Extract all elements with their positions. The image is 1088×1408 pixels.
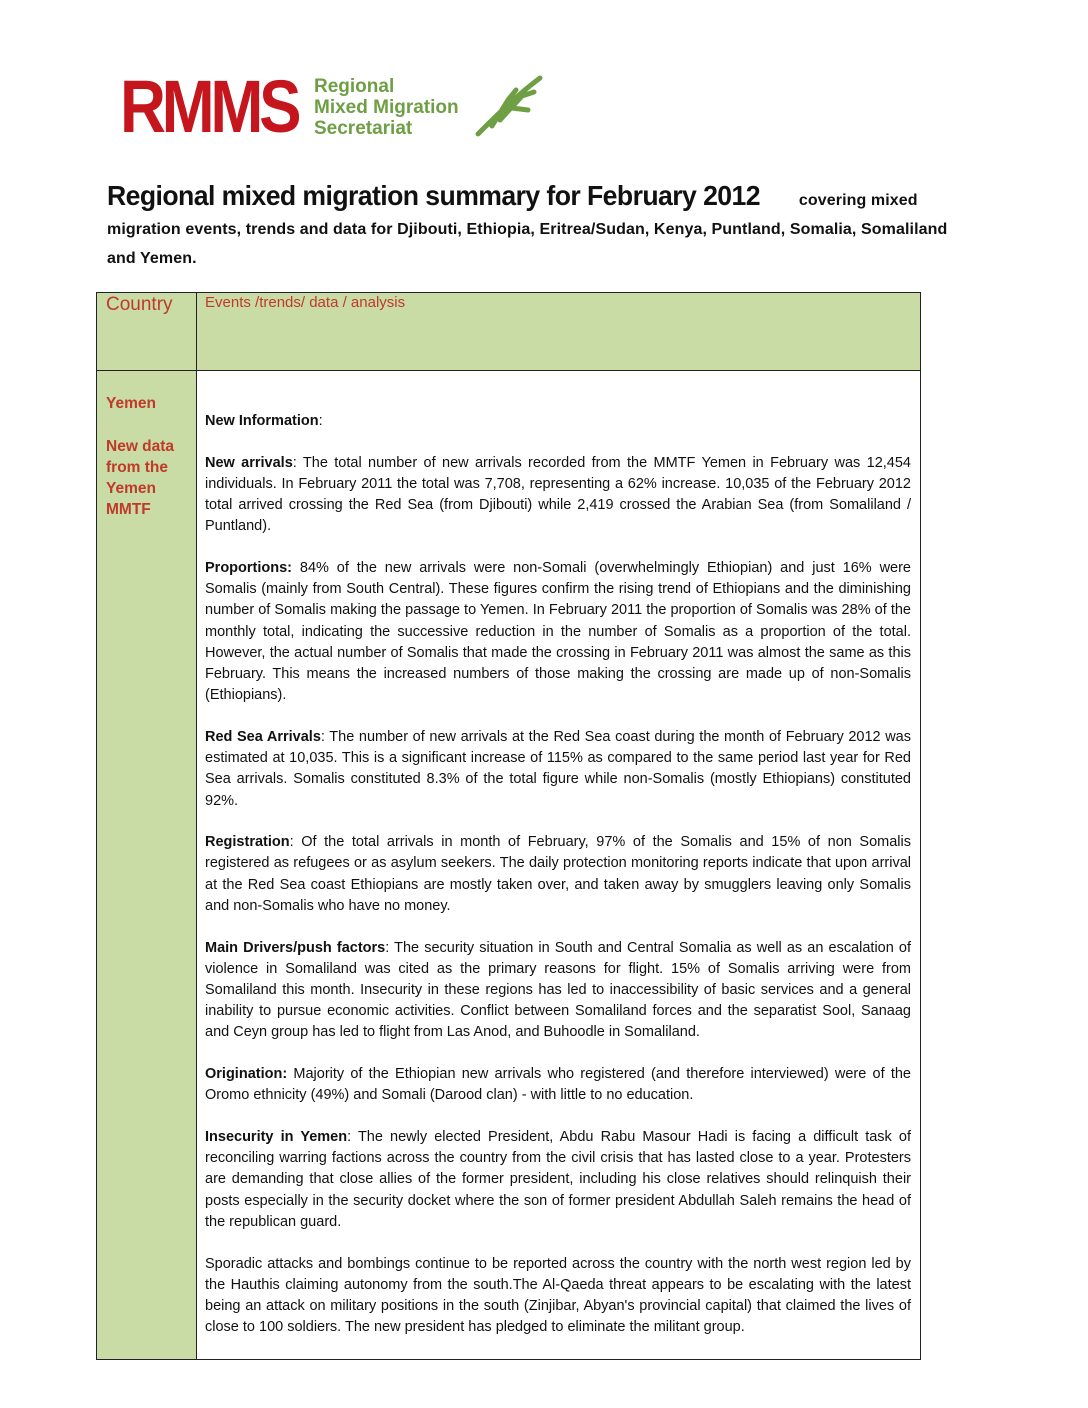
table-row-yemen <box>97 371 921 1360</box>
side-note-line: Yemen <box>106 480 156 497</box>
country-cell <box>97 371 197 1360</box>
paragraph-origination: Origination: Majority of the Ethiopian new arrivals who registered (and therefore interviewed) were of the Oromo ethnicity (49%) and Somali (Darood clan) - with little to no education. <box>205 1066 911 1104</box>
table-header-row <box>97 293 921 371</box>
country-name: Yemen <box>106 395 156 412</box>
header-country: Country <box>97 293 197 371</box>
intro-paragraph: New Information: <box>205 413 323 429</box>
paragraph-main-drivers: Main Drivers/push factors: The security situation in South and Central Somalia as well as an escalation of violence in Somaliland was cited as the primary reasons for flight. 15% of Somalis arriving were from Somaliland this month. Insecurity in these regions has led to inaccessibility of basic services and a general inability to pursue economic activities. Conflict between Somaliland forces and the separatist Sool, Sanaag and Ceyn group has led to flight from Las Anod, and Buhoodle in Somaliland. <box>205 939 911 1041</box>
side-note-line: New data <box>106 438 175 455</box>
intro-label: New Information <box>205 413 319 429</box>
title-sub: migration events, trends and data for Djibouti, Ethiopia, Eritrea/Sudan, Kenya, Puntland, Somalia, Somaliland and Yemen. <box>107 221 948 267</box>
paragraph-sporadic-attacks: Sporadic attacks and bombings continue to be reported across the country with the north west region led by the Hauthis claiming autonomy from the south.The Al-Qaeda threat appears to be escalating with the latest being an attack on military positions in the south (Zinjibar, Abyan's provincial capital) that claimed the lives of close to 100 soldiers. The new president has pledged to eliminate the militant group. <box>205 1255 911 1336</box>
logo-word-1: Regional <box>314 75 395 97</box>
paragraph-insecurity-yemen: Insecurity in Yemen: The newly elected President, Abdu Rabu Masour Hadi is facing a difficult task of reconciling warring factions across the country from the civil crisis that has lasted close to a year. Protesters are demanding that close allies of the former president, including his close relatives should relinquish their posts especially in the security docket where the son of former president Abdullah Saleh remains the head of the republican guard. <box>205 1128 911 1230</box>
paragraph-proportions: Proportions: 84% of the new arrivals were non-Somali (overwhelmingly Ethiopian) and just 16% were Somalis (mainly from South Central). These figures confirm the rising trend of Ethiopians and the diminishing number of Somalis making the passage to Yemen. In February 2011 the proportion of Somalis was 28% of the monthly total, indicating the successive reduction in the number of Somalis as a proportion of the total. However, the actual number of Somalis that made the crossing in February 2011 was almost the same as this February. This means the increased numbers of those making the crossing are made up of non-Somalis (Ethiopians). <box>205 560 911 704</box>
paragraph-new-arrivals: New arrivals: The total number of new arrivals recorded from the MMTF Yemen in February was 12,454 individuals. In February 2011 the total was 7,708, representing a 62% increase. 10,035 of the February 2012 total arrived crossing the Red Sea (from Djibouti) while 2,419 crossed the Arabian Sea (from Somaliland / Puntland). <box>205 454 911 535</box>
header-events: Events /trends/ data / analysis <box>197 293 921 371</box>
bird-logo-icon <box>472 72 544 144</box>
title-inline-sub: covering mixed <box>794 192 918 209</box>
summary-table <box>96 292 921 1360</box>
side-note-line: from the <box>106 459 168 476</box>
rmms-logo <box>120 65 459 148</box>
logo-mark: RMMS <box>120 65 298 148</box>
events-cell <box>197 371 921 1360</box>
logo-words <box>314 76 459 139</box>
logo-word-3: Secretariat <box>314 117 413 139</box>
paragraph-registration: Registration: Of the total arrivals in month of February, 97% of the Somalis and 15% of non Somalis registered as refugees or as asylum seekers. The daily protection monitoring reports indicate that upon arrival at the Red Sea coast Ethiopians are mostly taken over, and taken away by smugglers leaving only Somalis and non-Somalis who have no money. <box>205 834 911 914</box>
document-title <box>107 180 967 273</box>
title-main: Regional mixed migration summary for February 2012 <box>107 180 760 211</box>
side-note-line: MMTF <box>106 501 151 518</box>
paragraph-red-sea-arrivals: Red Sea Arrivals: The number of new arrivals at the Red Sea coast during the month of February 2012 was estimated at 10,035. This is a significant increase of 115% as compared to the same period last year for Red Sea arrivals. Somalis constituted 8.3% of the total figure while non-Somalis (mostly Ethiopians) constituted 92%. <box>205 728 911 809</box>
logo-word-2: Mixed Migration <box>314 96 459 118</box>
